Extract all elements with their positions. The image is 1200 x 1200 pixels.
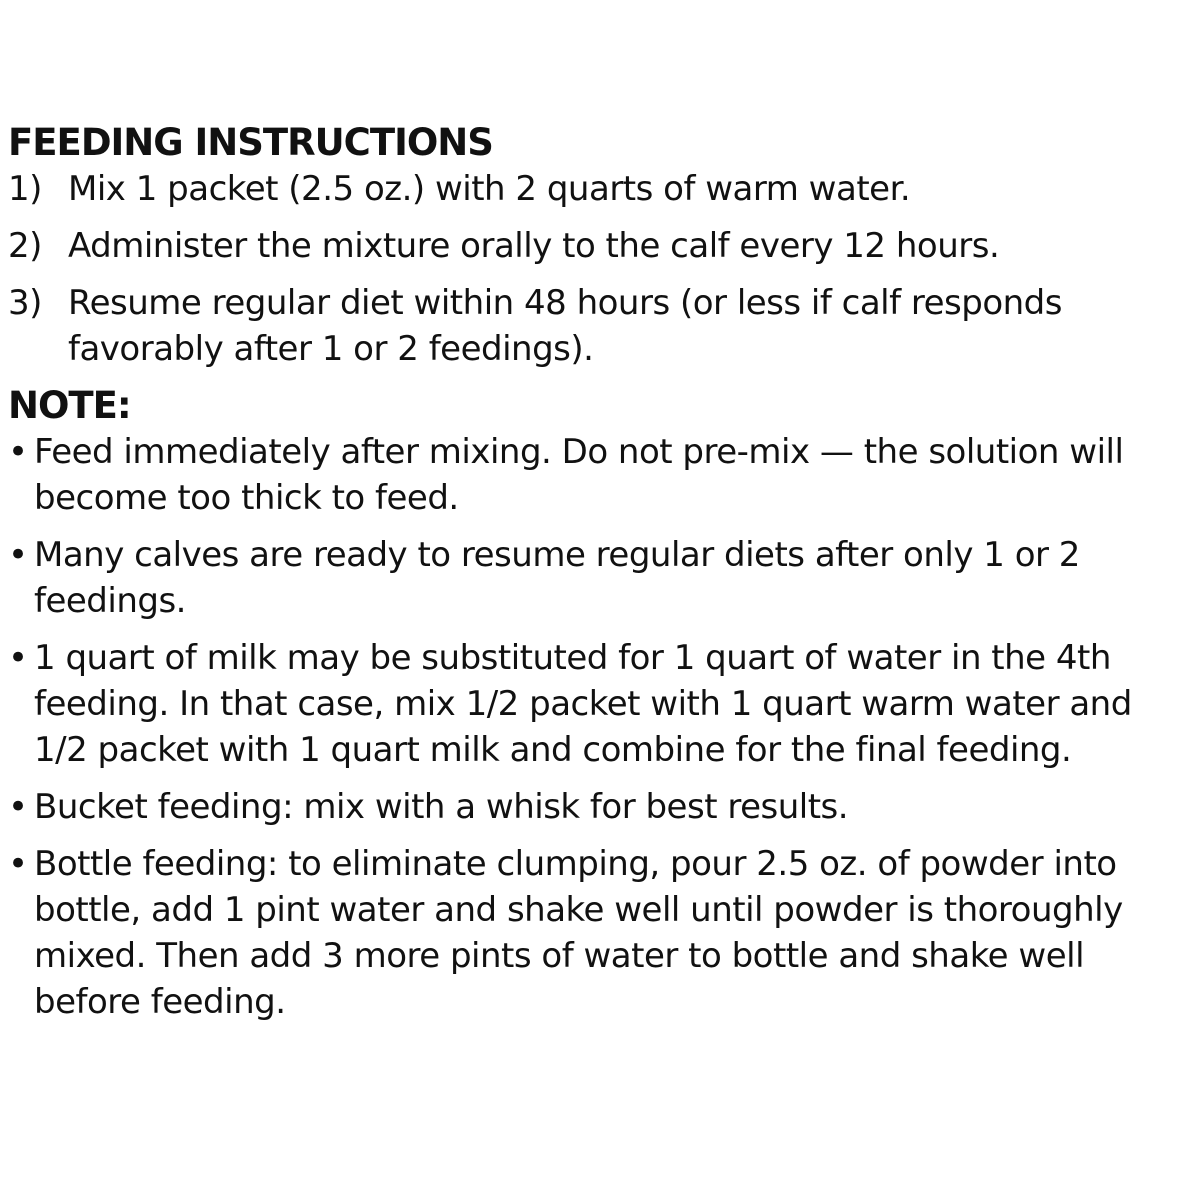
note-text: Many calves are ready to resume regular diets after only 1 or 2 feedings. — [34, 535, 1080, 621]
note-text: Bucket feeding: mix with a whisk for best results. — [34, 787, 849, 827]
note-heading: NOTE: — [8, 384, 131, 427]
feeding-step — [8, 166, 1190, 212]
bullet-icon: • — [8, 844, 28, 884]
feeding-step — [8, 223, 1190, 269]
bullet-icon: • — [8, 535, 28, 575]
instructions-document — [8, 120, 1190, 1036]
note-item — [8, 841, 1190, 1025]
note-text: Bottle feeding: to eliminate clumping, pour 2.5 oz. of powder into bottle, add 1 pint water and shake well until powder is thoroughly mixed. Then add 3 more pints of water to bottle and shake well before feeding. — [34, 844, 1123, 1022]
feeding-step — [8, 280, 1190, 372]
feeding-instructions-heading: FEEDING INSTRUCTIONS — [8, 121, 493, 164]
notes-list — [8, 429, 1190, 1025]
step-number: 3) — [8, 283, 42, 323]
step-text: Mix 1 packet (2.5 oz.) with 2 quarts of warm water. — [68, 169, 911, 209]
note-item — [8, 532, 1190, 624]
note-text: Feed immediately after mixing. Do not pre-mix — the solution will become too thick to feed. — [34, 432, 1124, 518]
note-item — [8, 429, 1190, 521]
note-item — [8, 784, 1190, 830]
step-number: 2) — [8, 226, 42, 266]
bullet-icon: • — [8, 787, 28, 827]
bullet-icon: • — [8, 638, 28, 678]
step-number: 1) — [8, 169, 42, 209]
step-text: Resume regular diet within 48 hours (or less if calf responds favorably after 1 or 2 feedings). — [68, 283, 1062, 369]
feeding-steps-list — [8, 166, 1190, 372]
note-item — [8, 635, 1190, 773]
note-text: 1 quart of milk may be substituted for 1 quart of water in the 4th feeding. In that case, mix 1/2 packet with 1 quart warm water and 1/2 packet with 1 quart milk and combine for the final feeding. — [34, 638, 1132, 770]
bullet-icon: • — [8, 432, 28, 472]
step-text: Administer the mixture orally to the calf every 12 hours. — [68, 226, 1000, 266]
